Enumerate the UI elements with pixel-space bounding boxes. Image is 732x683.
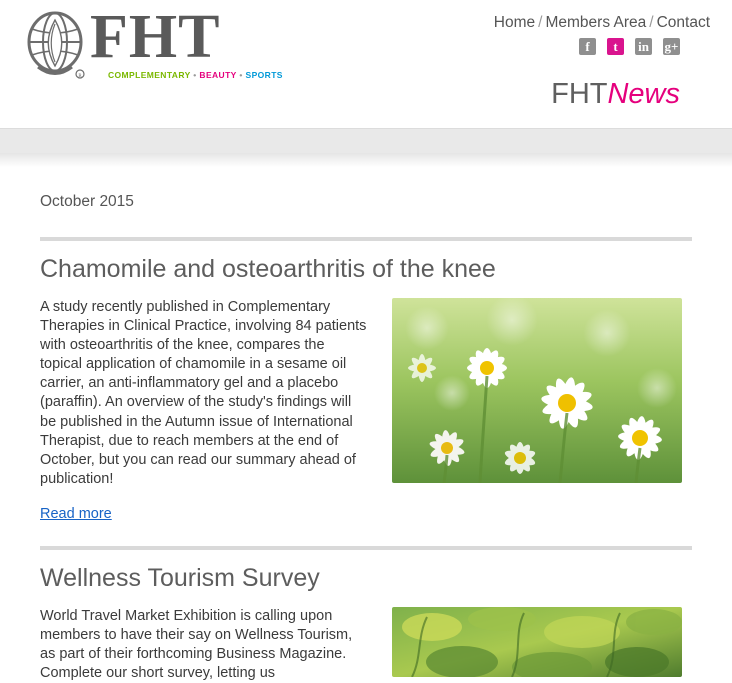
section-divider-2	[40, 546, 692, 550]
nav-separator-2: /	[649, 14, 654, 31]
linkedin-icon[interactable]: in	[635, 38, 652, 55]
svg-text:R: R	[78, 74, 82, 79]
twitter-icon[interactable]: t	[607, 38, 624, 55]
article-image-daisies[interactable]	[392, 298, 682, 483]
logo-wordmark: FHT	[90, 3, 221, 71]
top-navigation	[494, 14, 710, 32]
social-links	[579, 38, 680, 55]
article-body-text: World Travel Market Exhibition is calling upon members to have their say on Wellness Tourism, as part of their forthcoming Business Magazine. Complete our short survey, letting us	[40, 607, 353, 682]
article-image-foliage[interactable]	[392, 607, 682, 677]
article-text-block	[40, 607, 370, 683]
nav-item-contact[interactable]: Contact	[656, 14, 710, 31]
fht-logo[interactable]	[24, 3, 283, 86]
google-plus-icon[interactable]: g+	[664, 39, 679, 54]
article-body-text: A study recently published in Complementary Therapies in Clinical Practice, involving 84 patients with osteoarthritis of the knee, compares the topical application of chamomile in a sesame oil carrier, an anti-inflammatory gel and a placebo (paraffin). An overview of the study's findings will be published in the Autumn issue of International Therapist, due to reach members at the end of October, but you can read our summary ahead of publication!	[40, 298, 367, 487]
read-more-link[interactable]: Read more	[40, 506, 112, 522]
site-header	[0, 0, 732, 128]
brand-suffix: News	[607, 78, 680, 110]
tagline-sports: SPORTS	[245, 70, 283, 80]
newsletter-content	[0, 167, 732, 683]
newsletter-brand-title	[551, 80, 680, 109]
nav-item-members-area[interactable]: Members Area	[545, 14, 647, 31]
header-shadow	[0, 153, 732, 167]
section-divider-1	[40, 237, 692, 241]
logo-tagline: COMPLEMENTARY • BEAUTY • SPORTS	[108, 70, 283, 80]
article-spacer	[40, 524, 692, 542]
article-text-block	[40, 298, 370, 524]
globe-icon	[24, 10, 86, 82]
facebook-icon[interactable]: f	[579, 38, 596, 55]
tagline-beauty: BEAUTY	[199, 70, 237, 80]
article-chamomile	[40, 255, 692, 524]
tagline-complementary: COMPLEMENTARY	[108, 70, 191, 80]
article-title: Chamomile and osteoarthritis of the knee	[40, 255, 496, 283]
issue-date: October 2015	[40, 193, 134, 210]
article-title: Wellness Tourism Survey	[40, 564, 320, 593]
nav-item-home[interactable]: Home	[493, 14, 536, 31]
brand-prefix: FHT	[551, 78, 608, 110]
nav-separator-1: /	[538, 14, 543, 31]
header-divider-band	[0, 128, 732, 153]
article-wellness-tourism	[40, 564, 692, 683]
